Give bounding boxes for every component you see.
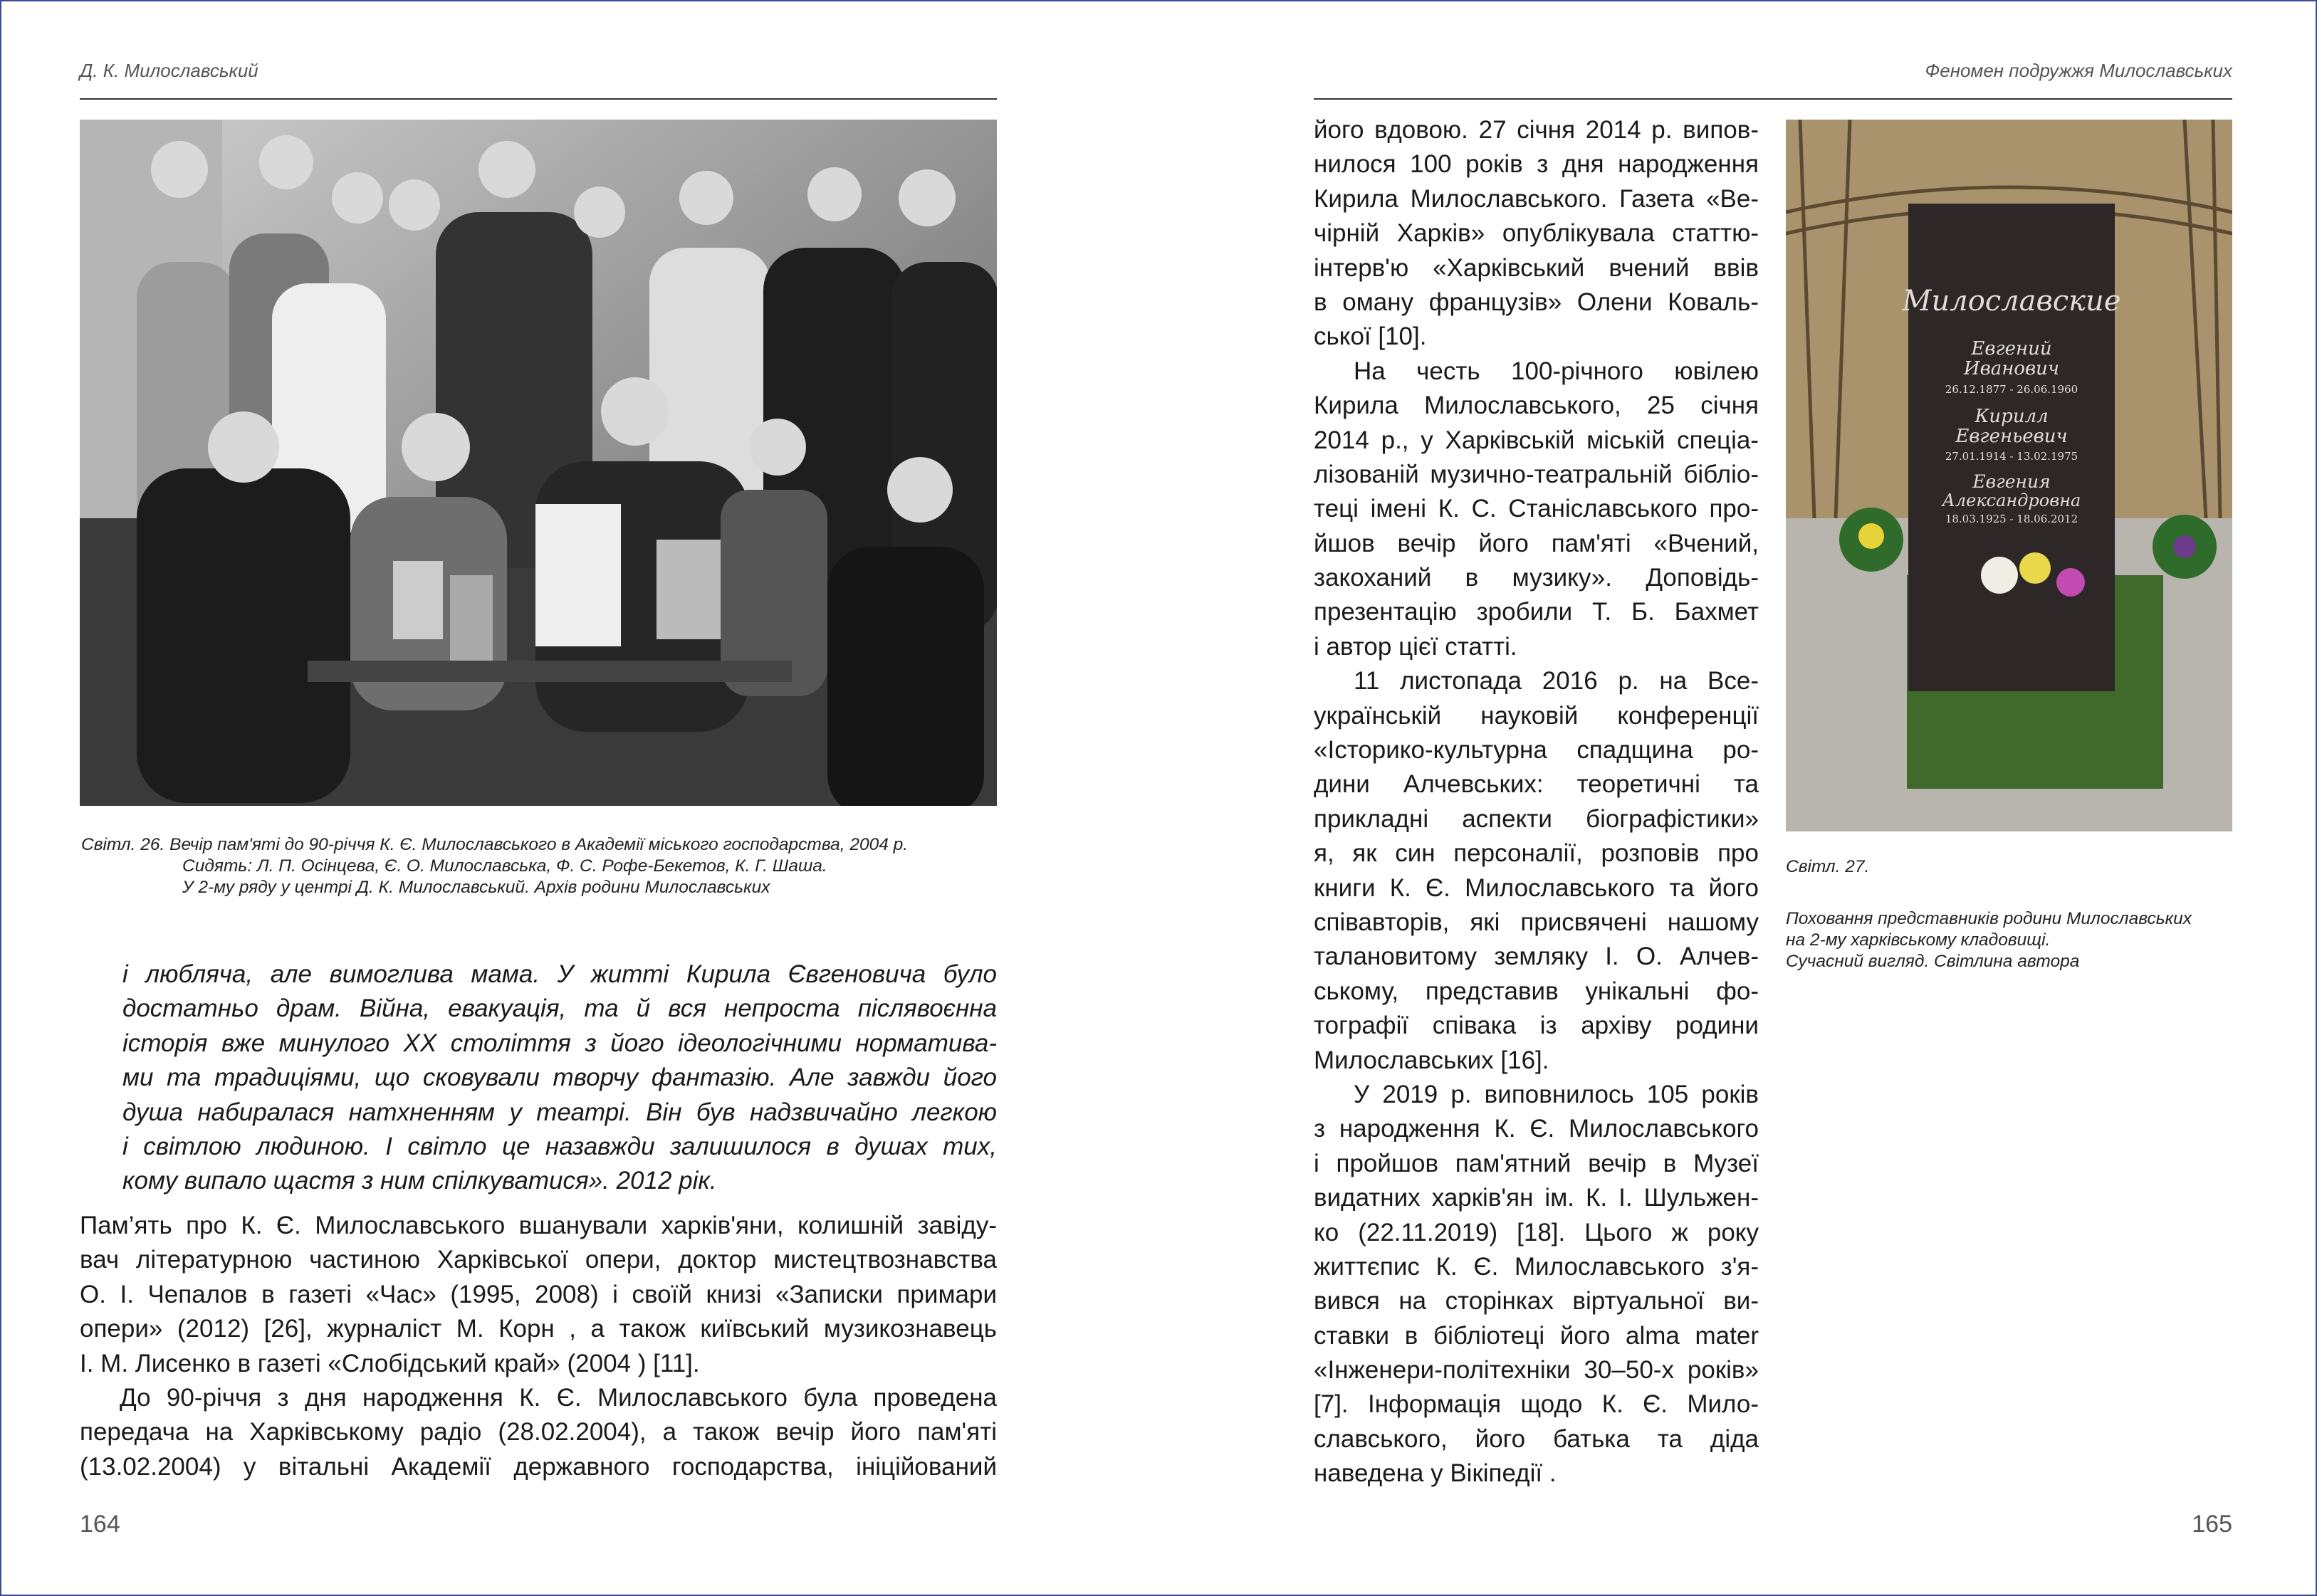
- text-line: У 2019 р. виповнилось 105 років: [1354, 1080, 1759, 1108]
- text-line: історія вже минулого XX століття з його ідеологічними норматива-: [122, 1029, 997, 1057]
- left-header-rule: [80, 98, 997, 100]
- paragraph: [80, 1209, 997, 1381]
- text-line: Милославських [16].: [1314, 1046, 1549, 1074]
- caption-line: Вечір пам'яті до 90-річчя К. Є. Милославського в Академії міського господарства, 2004 р.: [169, 835, 909, 854]
- gravestone-text: Евгеньевич: [1955, 426, 2068, 447]
- text-line: вач літературною частиною Харківської опери, доктор мистецтвознавства: [80, 1246, 997, 1274]
- figure-26-caption: [81, 834, 908, 898]
- caption-line: Сучасний вигляд. Світлина автора: [1786, 952, 2080, 971]
- text-line: нилося 100 років з дня народження: [1314, 150, 1759, 179]
- figure-27-caption: [1786, 908, 2192, 972]
- caption-line: У 2-му ряду у центрі Д. К. Милославський. Архів родини Милославських: [182, 878, 770, 897]
- right-page-number: 165: [2192, 1511, 2232, 1538]
- text-line: На честь 100-річного ювілею: [1354, 357, 1759, 385]
- text-line: опери» (2012) [26], журналіст М. Корн , а також київський музикознавець: [80, 1315, 997, 1343]
- gravestone-text: Евгений: [1971, 338, 2052, 359]
- text-line: і автор цієї статті.: [1314, 632, 1517, 661]
- paragraph: [1314, 1078, 1759, 1491]
- text-line: вився на сторінках віртуальної ви-: [1314, 1287, 1759, 1316]
- text-line: я, як син персоналії, розповів про: [1314, 839, 1759, 868]
- text-line: його вдовою. 27 січня 2014 р. випов-: [1314, 116, 1759, 144]
- text-line: Кирила Милославського. Газета «Ве-: [1314, 184, 1759, 213]
- gravestone-family-name: Милославские: [1902, 285, 2121, 317]
- text-line: ської [10].: [1314, 322, 1427, 351]
- text-line: душа набиралася натхненням у театрі. Він був надзвичайно легкою: [122, 1098, 997, 1126]
- text-line: і пройшов пам'ятний вечір в Музеї: [1314, 1149, 1759, 1177]
- gravestone-text: Иванович: [1963, 358, 2060, 379]
- right-header-rule: [1314, 98, 2232, 100]
- right-body-text: [1314, 113, 1759, 1491]
- quote-block: [122, 957, 997, 1199]
- text-line: і світлою людиною. І світло це назавжди залишилося в душах тих,: [122, 1132, 997, 1160]
- paragraph: [1314, 664, 1759, 1078]
- caption-line: Поховання представників родини Милославських: [1786, 909, 2192, 928]
- text-line: з народження К. Є. Милославського: [1314, 1115, 1759, 1143]
- text-line: передача на Харківському радіо (28.02.2004), а також вечір його пам'яті: [80, 1418, 997, 1447]
- text-line: «Історико-культурна спадщина ро-: [1314, 736, 1759, 765]
- gravestone-text: 27.01.1914 - 13.02.1975: [1945, 450, 2078, 463]
- left-running-head: Д. К. Милославський: [80, 60, 258, 81]
- text-line: теці імені К. С. Станіславського про-: [1314, 495, 1759, 523]
- gravestone-text: Александровна: [1942, 490, 2081, 510]
- paragraph: [80, 1381, 997, 1484]
- left-page-number: 164: [80, 1511, 120, 1538]
- text-line: прикладні аспекти біографістики»: [1314, 804, 1759, 833]
- text-line: Кирила Милославського, 25 січня: [1314, 392, 1759, 420]
- text-line: достатньо драм. Війна, евакуація, та й вся непроста післявоєнна: [122, 994, 997, 1023]
- text-line: і люблячa, але вимоглива мама. У житті Кирила Євгеновича було: [122, 960, 997, 988]
- text-line: ставки в бібліотеці його alma mater: [1314, 1321, 1759, 1350]
- paragraph: [1314, 355, 1759, 665]
- text-line: І. М. Лисенко в газеті «Слобідський край» (2004 ) [11].: [80, 1349, 700, 1377]
- text-line: До 90-річчя з дня народження К. Є. Милославського була проведена: [120, 1383, 997, 1412]
- group-photo: [80, 120, 997, 806]
- figure-26-label: Світл. 26.: [81, 835, 165, 854]
- text-line: (13.02.2004) у вітальні Академії державного господарства, ініційований: [80, 1452, 997, 1481]
- text-line: чірній Харків» опублікувала статтю-: [1314, 219, 1759, 248]
- text-line: талановитому земляку І. О. Алчев-: [1314, 943, 1759, 971]
- text-line: книги К. Є. Милославського та його: [1314, 873, 1759, 902]
- gravestone-photo: [1786, 120, 2232, 831]
- text-line: інтерв'ю «Харківський вчений ввів: [1314, 253, 1759, 282]
- text-line: славського, його батька та діда: [1314, 1424, 1759, 1453]
- text-line: видатних харків'ян ім. К. І. Шульжен-: [1314, 1184, 1759, 1212]
- text-line: ми та традиціями, що сковували творчу фантазію. Але завжди його: [122, 1064, 997, 1092]
- text-line: 2014 р., у Харківській міській спеціа-: [1314, 426, 1759, 454]
- text-line: презентацію зробили Т. Б. Бахмет: [1314, 598, 1759, 626]
- paragraph: [122, 957, 997, 1199]
- text-line: «Інженери-політехніки 30–50-х років»: [1314, 1356, 1759, 1385]
- caption-line: Сидять: Л. П. Осінцева, Є. О. Милославська, Ф. С. Рофе-Бекетов, К. Г. Шаша.: [182, 856, 827, 876]
- gravestone-text: 18.03.1925 - 18.06.2012: [1945, 513, 2078, 525]
- text-line: українській науковій конференції: [1314, 701, 1759, 730]
- text-line: тографії співака із архіву родини: [1314, 1012, 1759, 1040]
- text-line: ко (22.11.2019) [18]. Цього ж року: [1314, 1218, 1759, 1246]
- text-line: [7]. Інформація щодо К. Є. Мило-: [1314, 1390, 1759, 1419]
- text-line: 11 листопада 2016 р. на Все-: [1354, 667, 1759, 695]
- gravestone-text: Кирилл: [1975, 406, 2049, 427]
- paragraph: [1314, 113, 1759, 355]
- text-line: ському, представив унікальні фо-: [1314, 977, 1759, 1005]
- text-line: життєпис К. Є. Милославського з'я-: [1314, 1252, 1759, 1281]
- text-line: дини Алчевських: теоретичні та: [1314, 770, 1759, 799]
- text-line: йшов вечір його пам'яті «Вчений,: [1314, 529, 1759, 557]
- text-line: кому випало щастя з ним спілкуватися». 2012 рік.: [122, 1167, 717, 1195]
- text-line: Пам’ять про К. Є. Милославського вшанували харків'яни, колишній завіду-: [80, 1212, 997, 1239]
- text-line: закоханий в музику». Доповідь-: [1314, 564, 1759, 592]
- figure-27-label: Світл. 27.: [1786, 857, 1870, 876]
- caption-line: на 2-му харківському кладовищі.: [1786, 930, 2051, 950]
- text-line: лізованій музично-театральній бібліо-: [1314, 460, 1759, 488]
- gravestone-text: 26.12.1877 - 26.06.1960: [1945, 383, 2078, 396]
- text-line: О. І. Чепалов в газеті «Час» (1995, 2008) і своїй книзі «Записки примари: [80, 1280, 997, 1308]
- left-body-text: [80, 1209, 997, 1484]
- text-line: співавторів, які присвячені нашому: [1314, 908, 1759, 936]
- gravestone-text: Евгения: [1972, 471, 2051, 492]
- text-line: наведена у Вікіпедії .: [1314, 1459, 1557, 1488]
- text-line: в оману французів» Олени Коваль-: [1314, 288, 1759, 316]
- right-running-head: Феномен подружжя Милославських: [1925, 60, 2232, 81]
